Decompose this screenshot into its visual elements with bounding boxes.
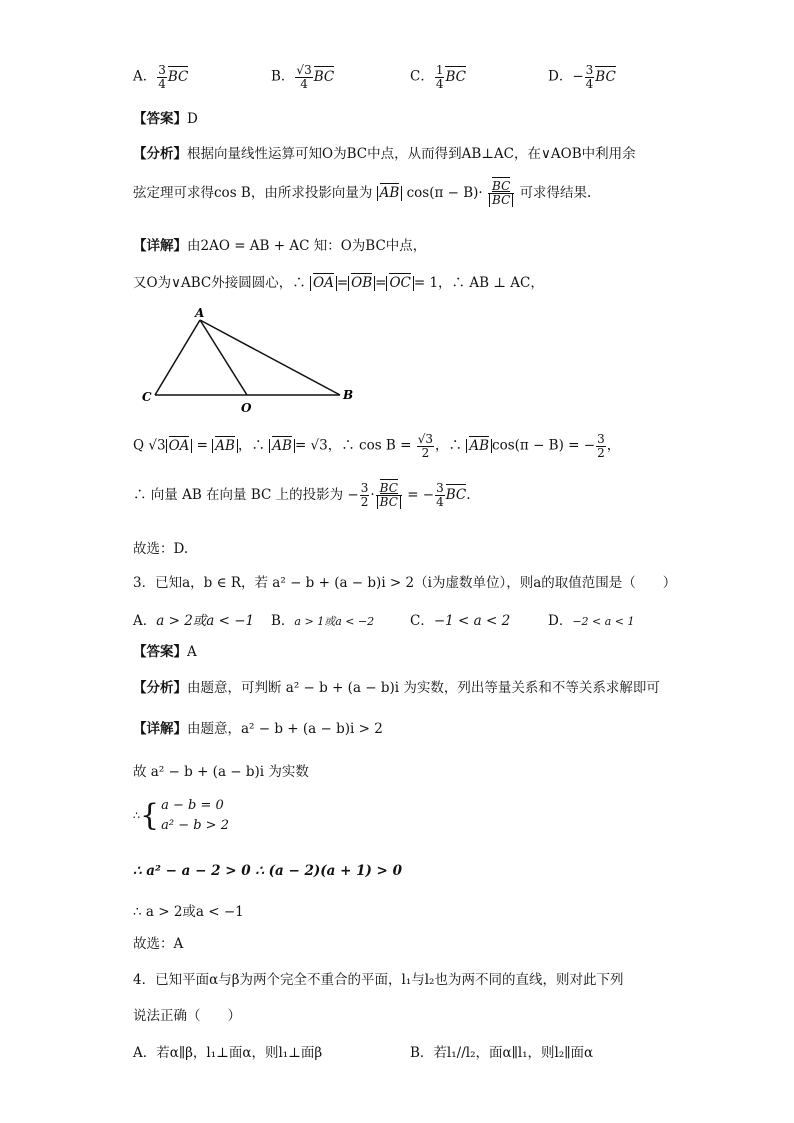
label-a: A bbox=[195, 306, 205, 320]
label-b: B bbox=[343, 388, 354, 402]
q3-detail-line4: ∴ a > 2或a < −1 bbox=[133, 904, 244, 920]
median-ao bbox=[200, 320, 247, 395]
q3-stem: 3．已知a，b ∈ R，若 a² − b + (a − b)i > 2（i为虚数单位），则a的取值范围是（ ） bbox=[133, 575, 677, 591]
q2-conclusion: 故选：D. bbox=[133, 541, 189, 557]
q3-answer: 【答案】A bbox=[133, 644, 197, 660]
q2-option-a: A． $\frac{3}{4}$ BC bbox=[133, 63, 189, 91]
q3-detail-line2: 故 a² − b + (a − b)i 为实数 bbox=[133, 764, 309, 780]
side-ac bbox=[155, 320, 200, 395]
q3-option-b: B．a > 1或a < −2 bbox=[271, 613, 375, 629]
triangle-figure bbox=[135, 305, 365, 420]
q3-detail-line1: 【详解】由题意，a² − b + (a − b)i > 2 bbox=[133, 721, 383, 737]
q2-analysis-line1: 【分析】根据向量线性运算可知O为BC中点，从而得到AB⊥AC，在∨AOB中利用余 bbox=[133, 146, 636, 162]
q4-stem-line1: 4．已知平面α与β为两个完全不重合的平面，l₁与l₂也为两不同的直线，则对此下列 bbox=[133, 972, 624, 988]
q3-option-c: C．−1 < a < 2 bbox=[410, 613, 511, 629]
label-o: O bbox=[241, 401, 252, 415]
q2-projection-line: ∴ 向量 AB 在向量 BC 上的投影为 − $\frac{3}{2}$ · $\frac{BC}{BC}$ = − $\frac{3}{4}$ BC. bbox=[133, 481, 471, 509]
q2-detail-line2: 又O为∨ABC外接圆圆心，∴ OA = OB = OC = 1，∴ AB ⊥ AC， bbox=[133, 275, 544, 291]
q2-analysis-line2: 弦定理可求得cos B，由所求投影向量为 AB cos(π − B)· $\frac{BC}{BC}$ 可求得结果. bbox=[133, 179, 592, 207]
q3-detail-line3: ∴ a² − a − 2 > 0 ∴ (a − 2)(a + 1) > 0 bbox=[133, 863, 402, 879]
q3-option-a: A．a > 2或a < −1 bbox=[133, 613, 255, 629]
q2-option-b: B． $\frac{√3}{4}$ BC bbox=[271, 63, 335, 91]
q3-option-d: D．−2 < a < 1 bbox=[548, 613, 635, 629]
q4-stem-line2: 说法正确（ ） bbox=[133, 1008, 241, 1024]
q2-detail-line1: 【详解】由2AO = AB + AC 知：O为BC中点， bbox=[133, 238, 427, 254]
q2-calc-line: Q √3 OA = AB ，∴ AB = √3，∴ cos B = $\frac{√3}{2}$ ，∴ AB cos(π − B) = − $\frac{3}{2}$ ， bbox=[133, 432, 621, 460]
q2-answer: 【答案】D bbox=[133, 111, 198, 127]
q3-conclusion: 故选：A bbox=[133, 936, 184, 952]
label-c: C bbox=[142, 390, 152, 404]
q3-equation-system: ∴{ a − b = 0 a² − b > 2 bbox=[133, 797, 229, 833]
q3-analysis: 【分析】由题意，可判断 a² − b + (a − b)i 为实数，列出等量关系和不等关系求解即可 bbox=[133, 680, 660, 696]
q4-option-a: A．若α∥β，l₁⊥面α，则l₁⊥面β bbox=[133, 1045, 323, 1061]
q2-option-d: D．− $\frac{3}{4}$ BC bbox=[548, 63, 616, 91]
q4-option-b: B．若l₁//l₂，面α∥l₁，则l₂∥面α bbox=[410, 1045, 594, 1061]
side-ab bbox=[200, 320, 340, 395]
q2-option-c: C． $\frac{1}{4}$ BC bbox=[410, 63, 466, 91]
left-brace: { bbox=[140, 797, 160, 833]
